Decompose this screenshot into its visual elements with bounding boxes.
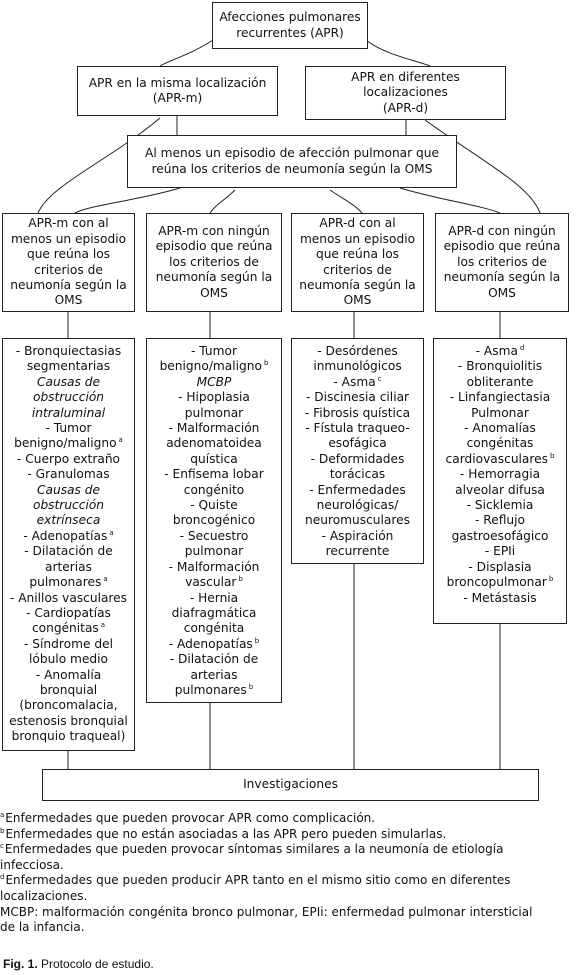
footnote-marker: d (0, 873, 5, 882)
connector-top-left (160, 40, 213, 66)
causes-list-4 (433, 338, 567, 624)
cause-item: - Anillos vasculares (9, 590, 128, 605)
criterion-label: Al menos un episodio de afección pulmonar que reúna los criterios de neumonía según la OMS (145, 146, 439, 176)
connector-crit-cat4 (400, 188, 500, 213)
cause-item: - Discinesia ciliar (305, 390, 410, 405)
footnote (0, 905, 575, 936)
cause-item: - Malformación vascular $^b$ (168, 559, 260, 590)
category-box-3 (291, 213, 424, 312)
footnote (0, 842, 575, 873)
cause-item: - Granulomas (27, 467, 110, 482)
cause-item: - Quiste broncogénico (172, 498, 256, 528)
cause-item: - Metástasis (463, 590, 537, 605)
cause-item: - Aspiración recurrente (321, 528, 394, 559)
causes-list-3 (291, 338, 424, 564)
footnote-text: Enfermedades que pueden provocar APR como complicación. (5, 811, 376, 825)
footnote (0, 873, 575, 904)
footnote-marker: a (0, 811, 5, 819)
cause-item: - Linfangiectasia Pulmonar (449, 390, 551, 420)
cause-item: - Tumor benigno/maligno $^b$ (159, 344, 269, 374)
cause-item: - Hipoplasia pulmonar (178, 390, 250, 420)
footnote-marker: d (519, 343, 525, 352)
cause-item: - Hemorragia alveolar difusa (455, 467, 545, 497)
footnote-marker: b (238, 575, 243, 584)
cause-item: - Cardiopatías congénitas $^a$ (26, 605, 111, 636)
investigations-label: Investigaciones (243, 777, 338, 792)
cause-item: Causas de obstrucción extrínseca (32, 482, 105, 528)
category-label-3: APR-d con al menos un episodio que reúna los criterios de neumonía según la OMS (299, 216, 416, 308)
footnote-marker: b (548, 575, 554, 584)
cause-item: - Anomalía bronquial (broncomalacia, estenosis bronquial bronquio traqueal) (9, 667, 128, 744)
cause-item: - Reflujo gastroesofágico (451, 513, 549, 543)
category-box-2 (146, 213, 282, 312)
connector-crit-cat1 (75, 188, 180, 213)
cause-item: - Síndrome del lóbulo medio (24, 636, 113, 667)
footnote-marker: c (377, 374, 382, 383)
category-box-1 (2, 213, 135, 312)
apr-m-box (77, 66, 278, 116)
caption-label: Fig. 1. (3, 957, 38, 971)
category-box-4 (435, 213, 569, 312)
footnote-marker: a (100, 621, 106, 630)
footnote-marker: a (103, 575, 108, 584)
caption-text: Protocolo de estudio. (37, 957, 154, 971)
cause-item: MCBP (196, 374, 232, 389)
cause-item: - Fibrosis quística (304, 405, 411, 420)
cause-item: - Tumor benigno/maligno $^a$ (14, 421, 123, 451)
cause-item: - Cuerpo extraño (16, 451, 121, 466)
cause-item: - Dilatación de arterias pulmonares $^a$ (24, 544, 113, 590)
apr-m-label: APR en la misma localización (APR-m) (88, 75, 267, 105)
footnote-marker: b (263, 359, 269, 368)
cause-item: - Adenopatías $^b$ (168, 636, 260, 651)
cause-item: - Secuestro pulmonar (179, 528, 249, 559)
footnote-marker: a (118, 436, 123, 445)
root-box (212, 2, 368, 49)
footnote-text: Enfermedades que pueden producir APR tanto en el mismo sitio como en diferentes localizaciones. (0, 873, 511, 903)
cause-item: - Enfermedades neurológicas/ neuromusculares (305, 482, 410, 528)
cause-item: - Deformidades torácicas (310, 451, 405, 482)
cause-item: - Dilatación de arterias pulmonares $^b$ (169, 652, 259, 697)
cause-item: - Enfisema lobar congénito (164, 467, 264, 497)
category-label-1: APR-m con al menos un episodio que reúna los criterios de neumonía según la OMS (10, 216, 127, 308)
causes-list-2 (146, 338, 282, 703)
criterion-box (127, 135, 457, 188)
cause-item: - Sicklemia (466, 498, 534, 513)
footnote (0, 811, 575, 827)
cause-item: Causas de obstrucción intraluminal (31, 374, 106, 420)
cause-item: - Anomalías congénitas cardiovasculares $^b$ (445, 421, 555, 466)
root-box-label: Afecciones pulmonares recurrentes (APR) (219, 10, 361, 40)
cause-item: - Fístula traqueo- esofágica (305, 421, 410, 451)
causes-list-1 (2, 338, 135, 751)
footnote-text: MCBP: malformación congénita bronco pulmonar, EPIi: enfermedad pulmonar intersticial de la infancia. (0, 904, 533, 935)
investigations-box (42, 769, 539, 801)
footnote (0, 827, 575, 843)
cause-item: - EPIi (484, 544, 516, 559)
cause-item: - Displasia broncopulmonar $^b$ (446, 559, 554, 590)
connector-top-right (366, 40, 430, 66)
footnote-marker: b (248, 682, 254, 691)
cause-item: - Hernia diafragmática congénita (171, 590, 257, 636)
footnote-text: Enfermedades que pueden provocar síntomas similares a la neumonía de etiología infecciosa. (0, 842, 504, 872)
apr-d-box (305, 66, 506, 120)
apr-d-label: APR en diferentes localizaciones (APR-d) (351, 69, 460, 115)
footnote-marker: b (0, 826, 5, 835)
cause-item: - Adenopatías $^a$ (23, 528, 114, 543)
cause-item: - Desórdenes inmunológicos (313, 344, 402, 374)
footnote-marker: b (254, 636, 260, 645)
footnote-marker: b (550, 451, 555, 460)
category-label-2: APR-m con ningún episodio que reúna los criterios de neumonía según la OMS (155, 223, 273, 300)
connector-crit-cat3 (330, 190, 362, 213)
cause-item: - Bronquiolitis obliterante (457, 359, 543, 389)
footnotes (0, 811, 575, 936)
cause-item: - Asma $^d$ (475, 343, 525, 358)
figure-caption (3, 957, 154, 971)
connector-crit-cat2 (210, 190, 235, 213)
footnote-marker: a (109, 528, 114, 537)
footnote-text: Enfermedades que no están asociadas a las APR pero pueden simularlas. (5, 826, 447, 841)
footnote-marker: c (0, 842, 4, 851)
cause-item: - Bronquiectasias segmentarias (15, 344, 122, 374)
category-label-4: APR-d con ningún episodio que reúna los criterios de neumonía según la OMS (443, 223, 561, 300)
cause-item: - Malformación adenomatoidea quística (166, 421, 262, 466)
cause-item: - Asma $^c$ (333, 374, 382, 389)
